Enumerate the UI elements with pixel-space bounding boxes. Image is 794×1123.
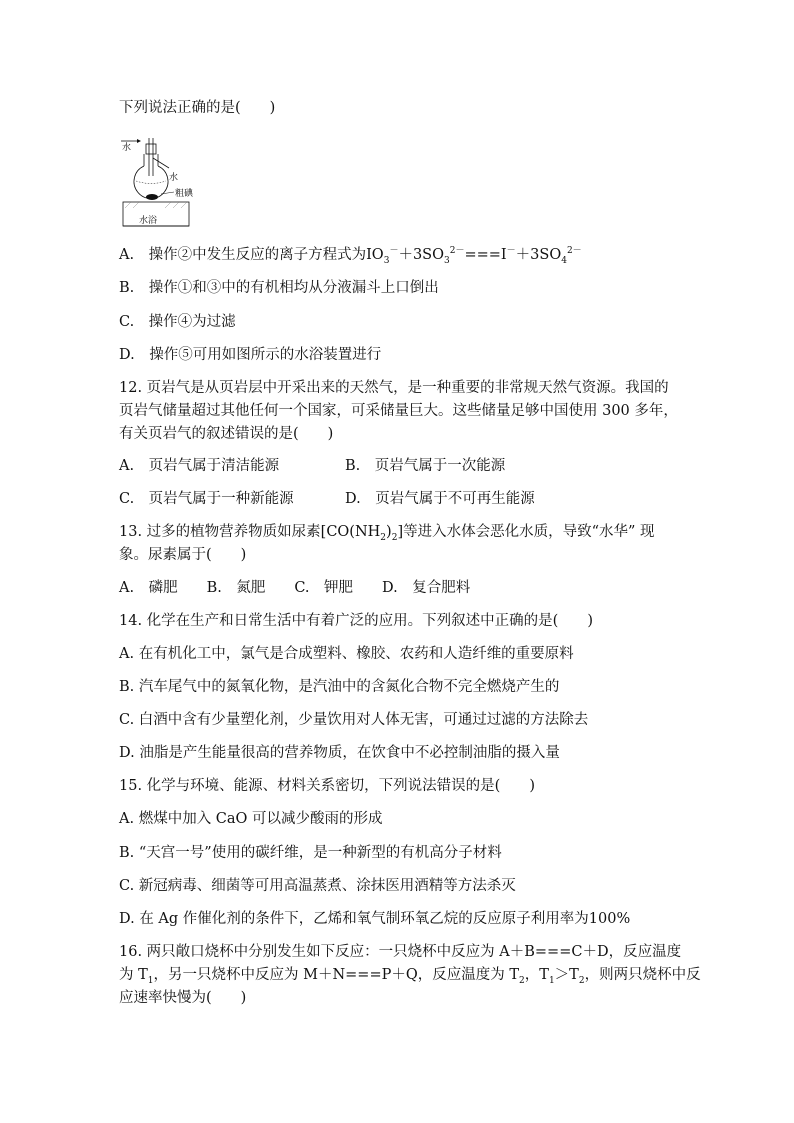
water-in-label: 水 xyxy=(122,143,132,153)
q11-option-a: A. 操作②中发生反应的离子方程式为$IO_3^-+3SO_3^{2-}===I^-+3SO_4^{2-}$ xyxy=(119,246,582,266)
q14-stem: 14. 化学在生产和日常生活中有着广泛的应用。下列叙述中正确的是( ) xyxy=(119,613,593,629)
q16-stem-line3: 应速率快慢为( ) xyxy=(119,990,247,1006)
q11-option-b: B. 操作①和③中的有机相均从分液漏斗上口倒出 xyxy=(119,280,439,296)
water-bath-apparatus-figure xyxy=(119,136,193,230)
q12-stem-line2: 页岩气储量超过其他任何一个国家，可采储量巨大。这些储量足够中国使用 300 多年， xyxy=(119,403,678,419)
q12-option-a: A. 页岩气属于清洁能源 xyxy=(119,458,280,474)
q13-stem-line2: 象。尿素属于( ) xyxy=(119,547,247,563)
q12-stem-line3: 有关页岩气的叙述错误的是( ) xyxy=(119,426,334,442)
q15-option-d: D. 在 Ag 作催化剂的条件下，乙烯和氧气制环氧乙烷的反应原子利用率为100% xyxy=(119,911,631,927)
q12-option-c: C. 页岩气属于一种新能源 xyxy=(119,491,294,507)
question-intro: 下列说法正确的是( ) xyxy=(119,100,276,116)
q13-options: A. 磷肥 B. 氮肥 C. 钾肥 D. 复合肥料 xyxy=(119,580,471,596)
q11-option-c: C. 操作④为过滤 xyxy=(119,314,236,330)
q14-option-c: C. 白酒中含有少量塑化剂，少量饮用对人体无害，可通过过滤的方法除去 xyxy=(119,712,589,728)
q13-stem-line1: 13. 过多的植物营养物质如尿素$[CO(NH_2)_2]$等进入水体会恶化水质，导致“水华” 现 xyxy=(119,524,655,543)
q16-stem-line1: 16. 两只敞口烧杯中分别发生如下反应：一只烧杯中反应为 A＋B===C＋D，反应温度 xyxy=(119,944,682,960)
q12-option-d: D. 页岩气属于不可再生能源 xyxy=(345,491,535,507)
q15-stem: 15. 化学与环境、能源、材料关系密切，下列说法错误的是( ) xyxy=(119,778,535,794)
q14-option-a: A. 在有机化工中，氯气是合成塑料、橡胶、农药和人造纤维的重要原料 xyxy=(119,646,574,662)
q12-option-b: B. 页岩气属于一次能源 xyxy=(345,458,506,474)
q15-option-b: B. “天宫一号”使用的碳纤维，是一种新型的有机高分子材料 xyxy=(119,845,502,861)
water-out-label: 水 xyxy=(169,173,179,183)
water-bath-label: 水浴 xyxy=(139,216,158,226)
q14-option-d: D. 油脂是产生能量很高的营养物质，在饮食中不必控制油脂的摄入量 xyxy=(119,745,560,761)
q11-option-d: D. 操作⑤可用如图所示的水浴装置进行 xyxy=(119,347,382,363)
q12-stem-line1: 12. 页岩气是从页岩层中开采出来的天然气，是一种重要的非常规天然气资源。我国的 xyxy=(119,380,669,396)
q15-option-c: C. 新冠病毒、细菌等可用高温蒸煮、涂抹医用酒精等方法杀灭 xyxy=(119,878,516,894)
q14-option-b: B. 汽车尾气中的氮氧化物，是汽油中的含氮化合物不完全燃烧产生的 xyxy=(119,679,560,695)
crude-iodine-label: 粗碘 xyxy=(175,189,193,199)
q15-option-a: A. 燃煤中加入 CaO 可以减少酸雨的形成 xyxy=(119,811,383,827)
q16-stem-line2: 为 $T_1$，另一只烧杯中反应为 M＋N===P＋Q，反应温度为 $T_2$，$T_1>T_2$，则两只烧杯中反 xyxy=(119,967,701,986)
